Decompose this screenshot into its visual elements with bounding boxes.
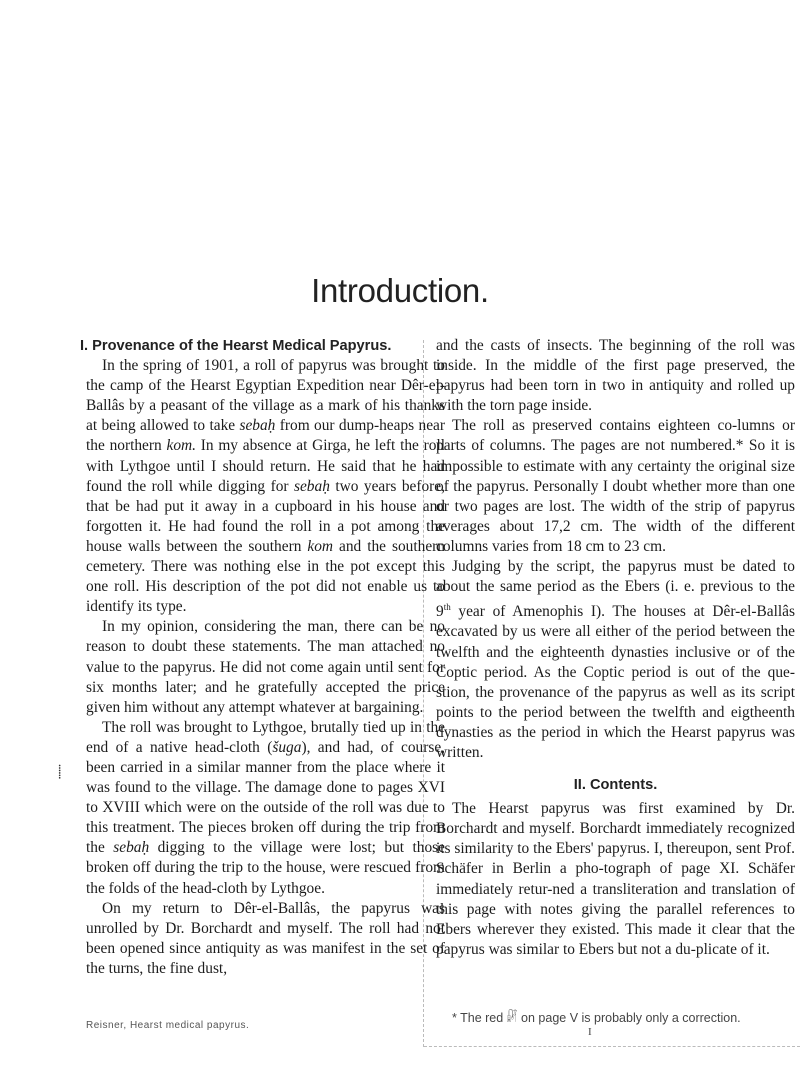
- page-title: Introduction.: [311, 272, 489, 309]
- text-run: Judging by the script, the papyrus must be dated to about the same period as the Ebers (i. e. previous to the 9: [436, 558, 795, 621]
- paragraph: [86, 356, 445, 617]
- italic-term: šuga: [272, 738, 302, 756]
- footer-divider: [424, 1046, 800, 1047]
- text-run: The roll was brought to Lythgoe, brutally tied up in the end of a native head-cloth (: [86, 718, 445, 756]
- footnote: * The red 𓏞 on page V is probably only a correction.: [452, 1011, 741, 1025]
- text-run: year of Amenophis I). The houses at Dêr-el-Ballâs excavated by us were all either of the period between the twelfth and the eighteenth dynasties inclusive or of the Coptic period. As the Coptic period is out of the que-stion, the provenance of the papyrus as well as its script points to the period between the twelfth and eigtheenth dynasties as the period in which the Hearst papyrus was written.: [436, 603, 795, 761]
- paragraph: [86, 718, 445, 899]
- paragraph: [436, 557, 795, 763]
- text-run: In my absence at Girga, he left the roll with Lythgoe until I should return. He said that he had found the roll while digging for: [86, 437, 446, 495]
- paragraph: On my return to Dêr-el-Ballâs, the papyrus was unrolled by Dr. Borchardt and myself. The roll had not been opened since antiquity as was manifest in the set of the turns, the fine dust,: [86, 899, 445, 977]
- superscript: th: [443, 602, 451, 613]
- text-run: digging to the village were lost; but those broken off during the trip to the house, were rescued from the folds of the head-cloth by Lythgoe.: [86, 839, 445, 897]
- section-heading-contents: II. Contents.: [573, 777, 658, 794]
- italic-term: sebaḥ: [293, 477, 330, 495]
- signature-line: Reisner, Hearst medical papyrus.: [86, 1020, 250, 1031]
- italic-term: sebaḥ: [113, 839, 150, 857]
- margin-mark: ⸽: [58, 765, 62, 780]
- paragraph: The Hearst papyrus was first examined by Dr. Borchardt and myself. Borchardt immediately recognized its similarity to the Ebers' papyrus. I, thereupon, sent Prof. Schäfer in Berlin a pho-tograph of page XI. Schäfer immediately retur-ned a transliteration and translation of this page with notes giving the parallel references to Ebers wherever they existed. This made it clear that the papyrus was similar to Ebers but not a du-plicate of it.: [436, 800, 795, 958]
- text-run: and the southern cemetery. There was nothing else in the pot except this one roll. His description of the pot did not enable us to identify its type.: [86, 537, 445, 616]
- italic-term: kom.: [166, 437, 196, 455]
- paragraph: and the casts of insects. The beginning of the roll was inside. In the middle of the first page preserved, the papyrus had been torn in two in antiquity and rolled up with the torn page inside.: [436, 337, 795, 415]
- paragraph: The roll as preserved contains eighteen co-lumns or parts of columns. The pages are not numbered.* So it is impossible to estimate with any certainty the original size of the papyrus. Personally I doubt whether more than one or two pages are lost. The width of the strip of papyrus averages about 17,2 cm. The width of the different columns varies from 18 cm to 23 cm.: [436, 417, 795, 555]
- text-run: ), and had, of course, been carried in a similar manner from the place where it was found to the village. The damage done to pages XVI to XVIII which were on the outside of the roll was due to this treatment. The pieces broken off during the trip from the: [86, 738, 445, 857]
- left-column: [80, 336, 446, 979]
- text-run: from our dump-heaps near the northern: [86, 417, 445, 455]
- right-column: [436, 336, 795, 960]
- italic-term: sebaḥ: [239, 417, 276, 435]
- text-run: two years before, that be had put it away in a cupboard in his house and forgotten it. He had found the roll in a pot among the house walls between the southern: [86, 477, 445, 555]
- italic-term: kom: [307, 537, 334, 555]
- page-number: I: [588, 1026, 592, 1038]
- text-run: In the spring of 1901, a roll of papyrus was brought to the camp of the Hearst Egyptian Expedition near Dêr-el-Ballâs by a peasant of the village as a mark of his thanks at being allowed to take: [86, 357, 445, 435]
- section-heading-provenance: I. Provenance of the Hearst Medical Papyrus.: [80, 338, 392, 354]
- paragraph: In my opinion, considering the man, there can be no reason to doubt these statements. The man attached no value to the papyrus. He did not come again until sent for six months later; and he gratefully accepted the price given him without any attempt whatever at bargaining.: [86, 618, 445, 716]
